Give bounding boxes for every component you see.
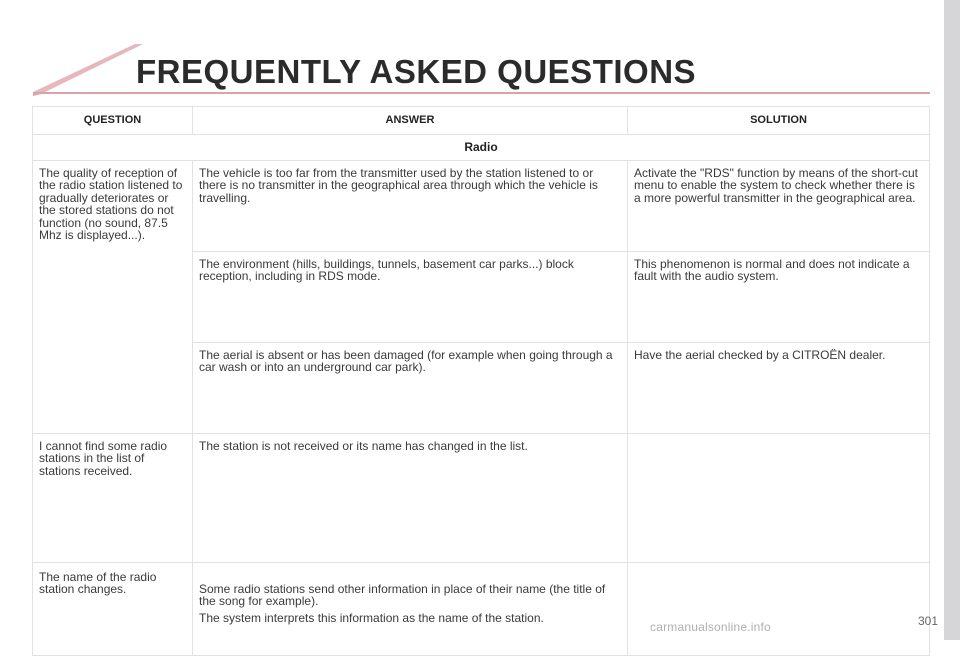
header-answer: ANSWER <box>193 107 628 135</box>
section-row <box>33 135 930 161</box>
table-row <box>33 562 930 655</box>
answer-paragraph: The system interprets this information as the name of the station. <box>199 610 544 625</box>
solution-cell: This phenomenon is normal and does not indicate a fault with the audio system. <box>628 251 930 342</box>
section-label: Radio <box>33 135 930 161</box>
answer-cell <box>193 562 628 655</box>
solution-cell: Have the aerial checked by a CITROËN dealer. <box>628 342 930 433</box>
watermark-text: carmanualsonline.info <box>650 620 771 634</box>
question-cell: The quality of reception of the radio station listened to gradually deteriorates or the stored stations do not function (no sound, 87.5 Mhz is displayed...). <box>33 160 193 433</box>
table-row <box>33 433 930 562</box>
solution-cell <box>628 562 930 655</box>
answer-cell: The station is not received or its name has changed in the list. <box>193 433 628 562</box>
title-underline <box>33 92 930 94</box>
page-side-bar <box>944 0 960 640</box>
header-question: QUESTION <box>33 107 193 135</box>
answer-cell: The vehicle is too far from the transmitter used by the station listened to or there is no transmitter in the geographical area through which the vehicle is travelling. <box>193 160 628 251</box>
answer-cell: The aerial is absent or has been damaged (for example when going through a car wash or into an underground car park). <box>193 342 628 433</box>
faq-table <box>32 106 930 656</box>
solution-cell <box>628 433 930 562</box>
table-header-row <box>33 107 930 135</box>
solution-cell: Activate the "RDS" function by means of the short-cut menu to enable the system to check whether there is a more powerful transmitter in the geographical area. <box>628 160 930 251</box>
page-number: 301 <box>917 614 938 628</box>
header-solution: SOLUTION <box>628 107 930 135</box>
answer-cell: The environment (hills, buildings, tunnels, basement car parks...) block reception, including in RDS mode. <box>193 251 628 342</box>
question-cell: The name of the radio station changes. <box>33 562 193 655</box>
question-cell: I cannot find some radio stations in the list of stations received. <box>33 433 193 562</box>
page-title: FREQUENTLY ASKED QUESTIONS <box>136 53 697 90</box>
table-row <box>33 160 930 251</box>
answer-paragraph: Some radio stations send other information in place of their name (the title of the song for example). <box>199 581 606 608</box>
